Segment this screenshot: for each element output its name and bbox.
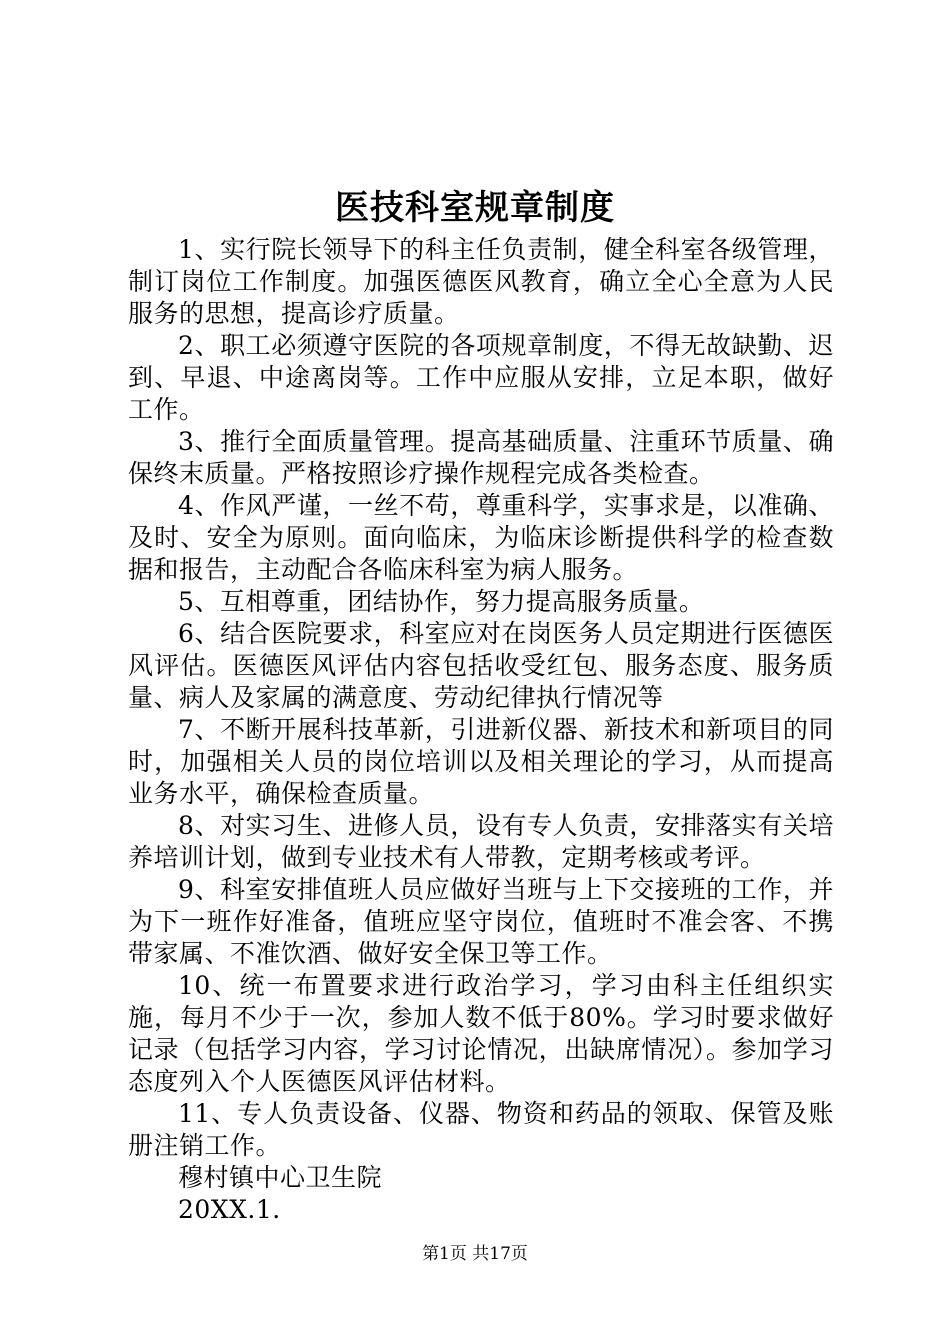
paragraph-1: 1、实行院长领导下的科主任负责制，健全科室各级管理，制订岗位工作制度。加强医德医风教育，确立全心全意为人民服务的思想，提高诊疗质量。 — [128, 235, 834, 328]
document-title: 医技科室规章制度 — [335, 188, 615, 228]
paragraph-7: 7、不断开展科技革新，引进新仪器、新技术和新项目的同时，加强相关人员的岗位培训以及相关理论的学习，从而提高业务水平，确保检查质量。 — [128, 715, 834, 808]
paragraph-2: 2、职工必须遵守医院的各项规章制度，不得无故缺勤、迟到、早退、中途离岗等。工作中应服从安排，立足本职，做好工作。 — [128, 331, 834, 424]
paragraph-10: 10、统一布置要求进行政治学习，学习由科主任组织实施，每月不少于一次，参加人数不低于80%。学习时要求做好记录（包括学习内容，学习讨论情况，出缺席情况）。参加学习态度列入个人医德医风评估材料。 — [128, 971, 834, 1096]
document-body — [128, 234, 834, 1226]
page-footer: 第1页 共17页 — [422, 1244, 528, 1264]
signature: 穆村镇中心卫生院 — [178, 1163, 383, 1192]
paragraph-6: 6、结合医院要求，科室应对在岗医务人员定期进行医德医风评估。医德医风评估内容包括收受红包、服务态度、服务质量、病人及家属的满意度、劳动纪律执行情况等 — [128, 619, 834, 712]
paragraph-11: 11、专人负责设备、仪器、物资和药品的领取、保管及账册注销工作。 — [128, 1099, 834, 1160]
paragraph-9: 9、科室安排值班人员应做好当班与上下交接班的工作，并为下一班作好准备，值班应坚守岗位，值班时不准会客、不携带家属、不准饮酒、做好安全保卫等工作。 — [128, 875, 834, 968]
document-date: 20XX.1. — [178, 1195, 281, 1224]
paragraph-3: 3、推行全面质量管理。提高基础质量、注重环节质量、确保终末质量。严格按照诊疗操作规程完成各类检查。 — [128, 427, 834, 488]
paragraph-4: 4、作风严谨，一丝不苟，尊重科学，实事求是，以准确、及时、安全为原则。面向临床，为临床诊断提供科学的检查数据和报告，主动配合各临床科室为病人服务。 — [128, 491, 834, 584]
paragraph-8: 8、对实习生、进修人员，设有专人负责，安排落实有关培养培训计划，做到专业技术有人带教，定期考核或考评。 — [128, 811, 834, 872]
paragraph-5: 5、互相尊重，团结协作，努力提高服务质量。 — [178, 587, 705, 616]
